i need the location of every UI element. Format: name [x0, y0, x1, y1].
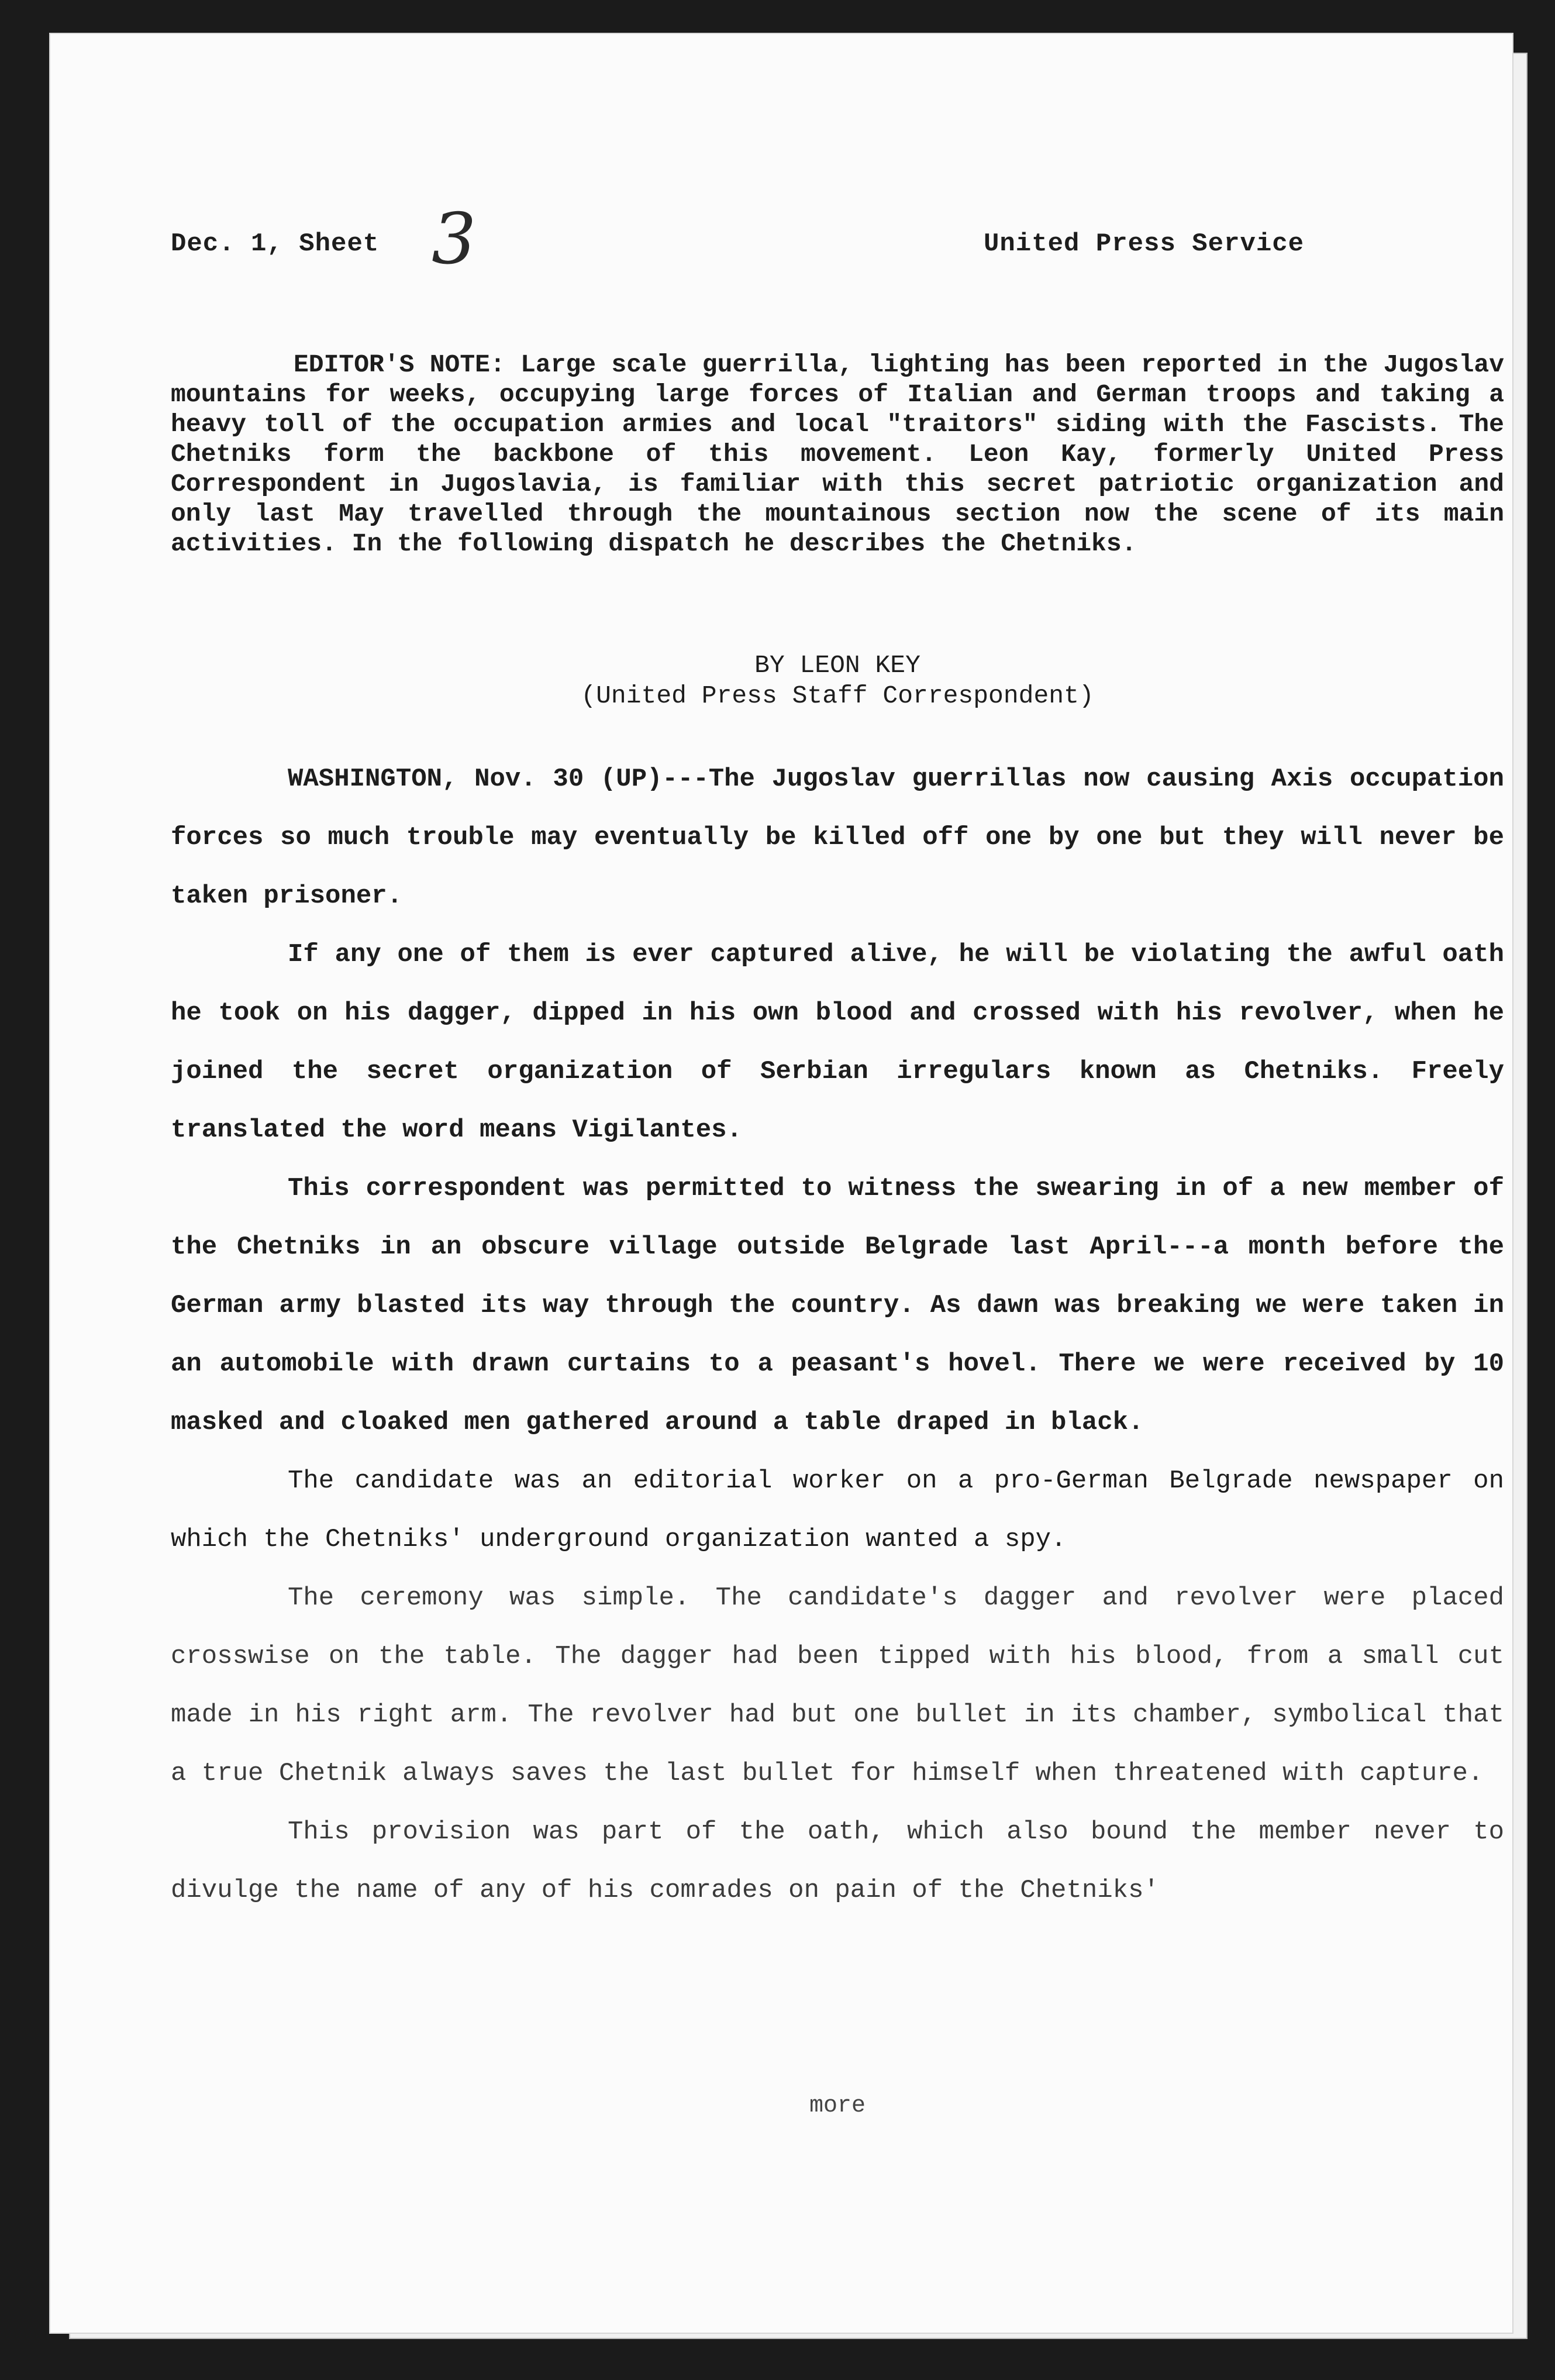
handwritten-sheet-number: 3: [432, 199, 477, 280]
typed-page: [50, 34, 1512, 2333]
story-body: [171, 750, 1504, 1920]
paragraph-witness: This correspondent was permitted to witness the swearing in of a new member of the Chetniks in an obscure village outside Belgrade last April---a month before the German army blasted its way through the country. As dawn was breaking we were taken in an automobile with drawn curtains to a peasant's hovel. There we were received by 10 masked and cloaked men gathered around a table draped in black.: [171, 1174, 1504, 1437]
paragraph-oath: If any one of them is ever captured alive, he will be violating the awful oath he took on his dagger, dipped in his own blood and crossed with his revolver, when he joined the secret organization of Serbian irregulars known as Chetniks. Freely translated the word means Vigilantes.: [171, 940, 1504, 1145]
paragraph-candidate: The candidate was an editorial worker on a pro-German Belgrade newspaper on which the Chetniks' underground organization wanted a spy.: [171, 1466, 1504, 1554]
byline-name: BY LEON KEY: [754, 651, 920, 680]
byline-affiliation: (United Press Staff Correspondent): [581, 681, 1094, 710]
byline: [171, 650, 1504, 711]
continuation-marker: more: [809, 2093, 866, 2119]
service-name: United Press Service: [984, 229, 1305, 259]
paragraph-ceremony: The ceremony was simple. The candidate's dagger and revolver were placed crosswise on the table. The dagger had been tipped with his blood, from a small cut made in his right arm. The revolver had but one bullet in its chamber, symbolical that a true Chetnik always saves the last bullet for himself when threatened with capture.: [171, 1583, 1504, 1788]
date-sheet-label: Dec. 1, Sheet: [171, 229, 380, 259]
paragraph-provision: This provision was part of the oath, which also bound the member never to divulge the name of any of his comrades on pain of the Chetniks': [171, 1817, 1504, 1905]
editors-note: EDITOR'S NOTE: Large scale guerrilla, lighting has been reported in the Jugoslav mountains for weeks, occupying large forces of Italian and German troops and taking a heavy toll of the occupation armies and local "traitors" siding with the Fascists. The Chetniks form the backbone of this movement. Leon Kay, formerly United Press Correspondent in Jugoslavia, is familiar with this secret patriotic organization and only last May travelled through the mountainous section now the scene of its main activities. In the following dispatch he describes the Chetniks.: [171, 350, 1504, 558]
paragraph-dateline: WASHINGTON, Nov. 30 (UP)---The Jugoslav guerrillas now causing Axis occupation forces so much trouble may eventually be killed off one by one but they will never be taken prisoner.: [171, 764, 1504, 911]
